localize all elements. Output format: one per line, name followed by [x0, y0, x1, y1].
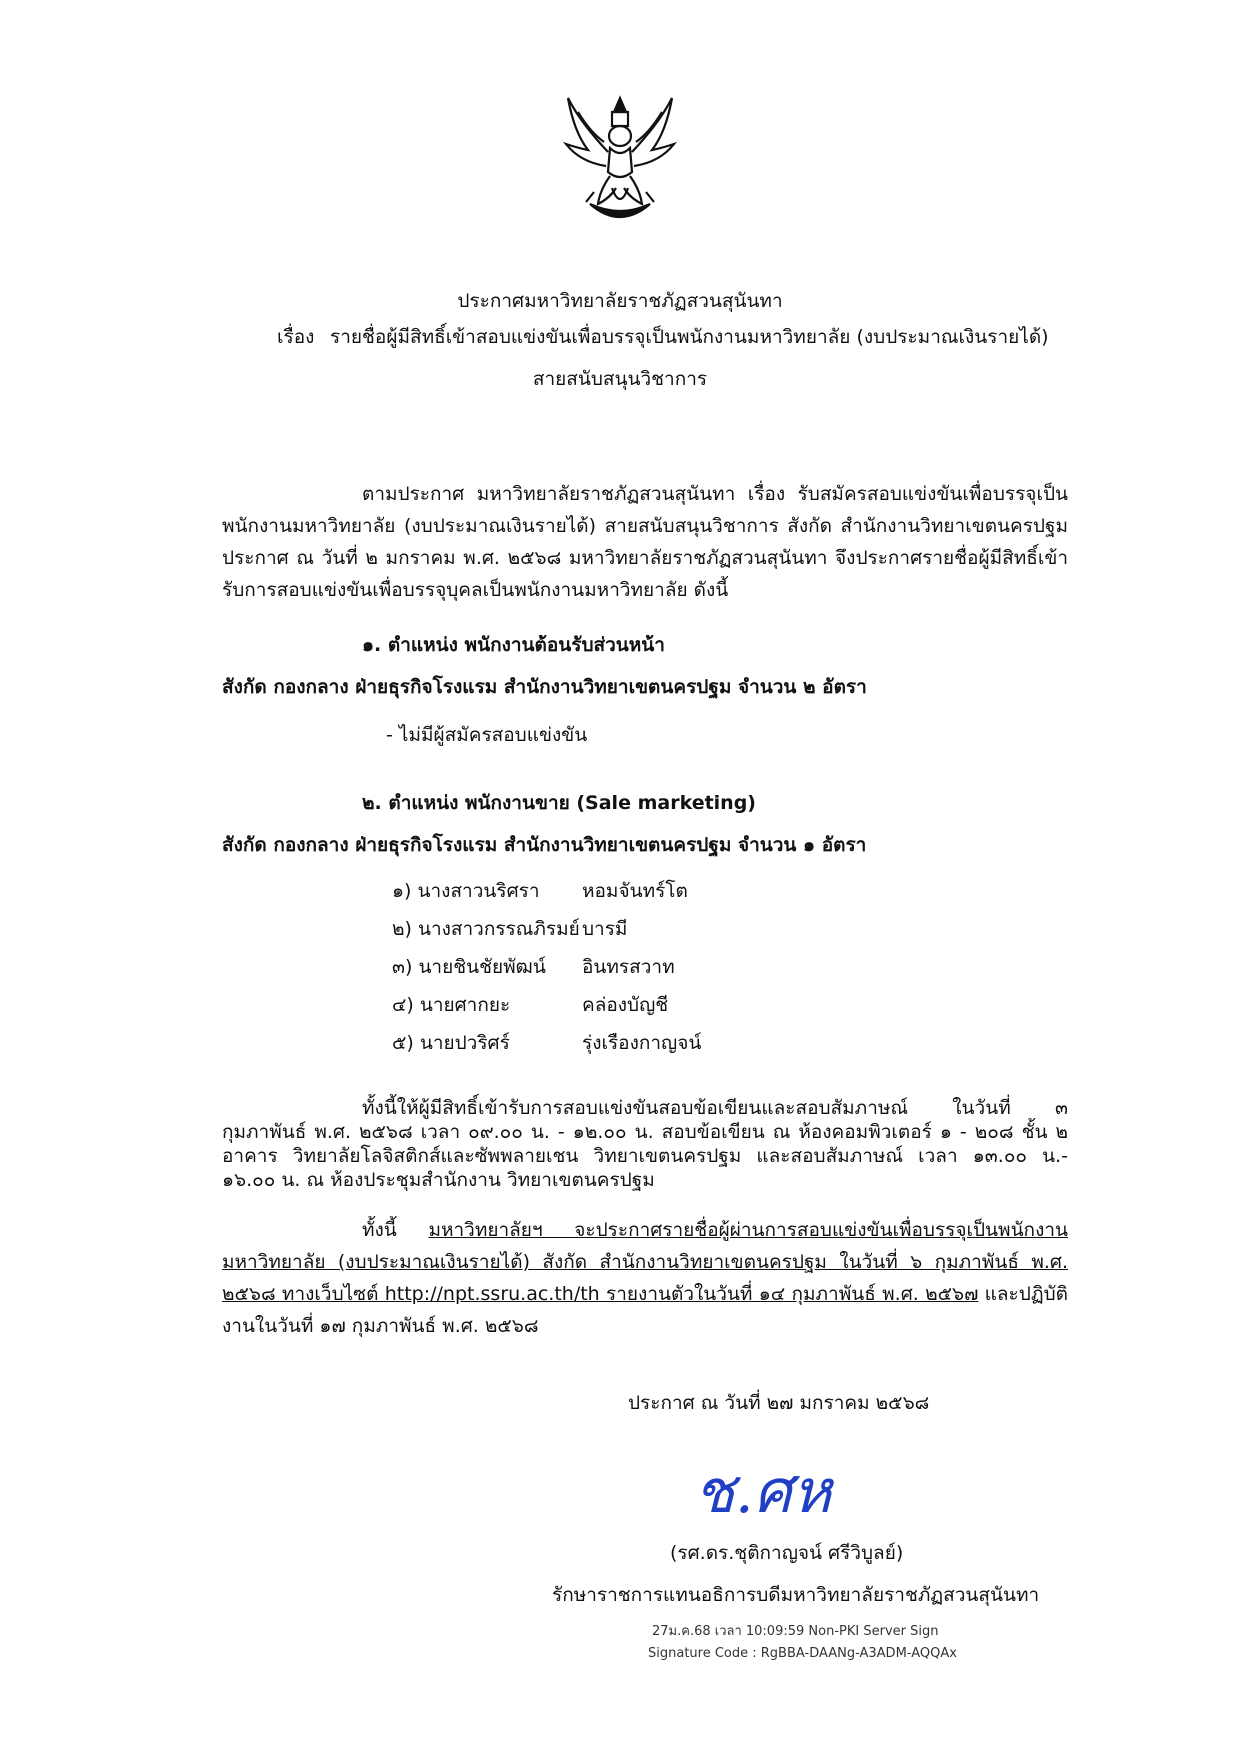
candidate-row — [392, 986, 812, 1024]
garuda-emblem — [560, 92, 680, 230]
announce-date: ประกาศ ณ วันที่ ๒๗ มกราคม ๒๕๖๘ — [628, 1392, 930, 1414]
candidate-first-name: ๕) นายปวริศร์ — [392, 1032, 510, 1054]
candidate-row — [392, 910, 812, 948]
subject-label: เรื่อง — [277, 326, 315, 348]
result-paragraph — [222, 1214, 1068, 1342]
exam-paragraph: ทั้งนี้ให้ผู้มีสิทธิ์เข้ารับการสอบแข่งขันสอบข้อเขียนและสอบสัมภาษณ์ ในวันที่ ๓ กุมภาพันธ์ พ.ศ. ๒๕๖๘ เวลา ๐๙.๐๐ น. - ๑๒.๐๐ น. สอบข้อเขียน ณ ห้องคอมพิวเตอร์ ๑ - ๒๐๘ ชั้น ๒ อาคาร วิทยาลัยโลจิสติกส์และซัพพลายเชน วิทยาเขตนครปฐม และสอบสัมภาษณ์ เวลา ๑๓.๐๐ น.- ๑๖.๐๐ น. ณ ห้องประชุมสำนักงาน วิทยาเขตนครปฐม — [222, 1097, 1068, 1191]
candidate-last-name: คล่องบัญชี — [582, 994, 669, 1016]
intro-paragraph: ตามประกาศ มหาวิทยาลัยราชภัฏสวนสุนันทา เรื่อง รับสมัครสอบแข่งขันเพื่อบรรจุเป็นพนักงานมหาวิทยาลัย (งบประมาณเงินรายได้) สายสนับสนุนวิชาการ สังกัด สำนักงานวิทยาเขตนครปฐม ประกาศ ณ วันที่ ๒ มกราคม พ.ศ. ๒๕๖๘ มหาวิทยาลัยราชภัฏสวนสุนันทา จึงประกาศรายชื่อผู้มีสิทธิ์เข้ารับการสอบแข่งขันเพื่อบรรจุบุคลเป็นพนักงานมหาวิทยาลัย ดังนี้ — [222, 483, 1068, 601]
result-tail: และปฏิบัติงานในวันที่ ๑๗ กุมภาพันธ์ พ.ศ. ๒๕๖๘ — [222, 1283, 1068, 1337]
result-underlined: มหาวิทยาลัยฯ จะประกาศรายชื่อผู้ผ่านการสอบแข่งขันเพื่อบรรจุเป็นพนักงานมหาวิทยาลัย (งบประมาณเงินรายได้) สังกัด สำนักงานวิทยาเขตนครปฐม ในวันที่ ๖ กุมภาพันธ์ พ.ศ. ๒๕๖๘ ทางเว็บไซต์ http://npt.ssru.ac.th/th รายงานตัวในวันที่ ๑๔ กุมภาพันธ์ พ.ศ. ๒๕๖๗ — [222, 1219, 1068, 1305]
signer-position: รักษาราชการแทนอธิการบดีมหาวิทยาลัยราชภัฏสวนสุนันทา — [552, 1584, 1040, 1606]
candidate-row — [392, 1024, 812, 1062]
subject-text: รายชื่อผู้มีสิทธิ์เข้าสอบแข่งขันเพื่อบรรจุเป็นพนักงานมหาวิทยาลัย (งบประมาณเงินรายได้) — [330, 326, 1049, 348]
candidate-first-name: ๓) นายชินชัยพัฒน์ — [392, 956, 546, 978]
candidate-last-name: บารมี — [582, 918, 628, 940]
signature-code: Signature Code : RgBBA-DAANg-A3ADM-AQQAx — [648, 1646, 957, 1661]
position1-title: ๑. ตำแหน่ง พนักงานต้อนรับส่วนหน้า — [362, 634, 665, 656]
signature-handwriting: ช.ศห — [694, 1457, 832, 1527]
position1-note: - ไม่มีผู้สมัครสอบแข่งขัน — [386, 724, 588, 746]
result-lead: ทั้งนี้ — [362, 1219, 429, 1241]
candidate-first-name: ๔) นายศากยะ — [392, 994, 511, 1016]
candidate-last-name: รุ่งเรืองกาญจน์ — [582, 1032, 702, 1054]
candidate-first-name: ๑) นางสาวนริศรา — [392, 880, 540, 902]
sign-timestamp: 27ม.ค.68 เวลา 10:09:59 Non-PKI Server Sign — [652, 1624, 939, 1639]
announcement-line3: สายสนับสนุนวิชาการ — [532, 368, 708, 390]
candidate-row — [392, 872, 812, 910]
position2-affiliation: สังกัด กองกลาง ฝ่ายธุรกิจโรงแรม สำนักงานวิทยาเขตนครปฐม จำนวน ๑ อัตรา — [222, 834, 867, 856]
announcement-title: ประกาศมหาวิทยาลัยราชภัฏสวนสุนันทา — [457, 290, 783, 312]
position1-affiliation: สังกัด กองกลาง ฝ่ายธุรกิจโรงแรม สำนักงานวิทยาเขตนครปฐม จำนวน ๒ อัตรา — [222, 676, 867, 698]
signer-name: (รศ.ดร.ชุติกาญจน์ ศรีวิบูลย์) — [670, 1542, 904, 1564]
candidate-last-name: อินทรสวาท — [582, 956, 675, 978]
candidate-last-name: หอมจันทร์โต — [582, 880, 688, 902]
candidate-list — [392, 872, 812, 1062]
signature-image — [690, 1450, 890, 1530]
candidate-first-name: ๒) นางสาวกรรณภิรมย์ — [392, 918, 580, 940]
candidate-row — [392, 948, 812, 986]
position2-title: ๒. ตำแหน่ง พนักงานขาย (Sale marketing) — [362, 792, 756, 814]
